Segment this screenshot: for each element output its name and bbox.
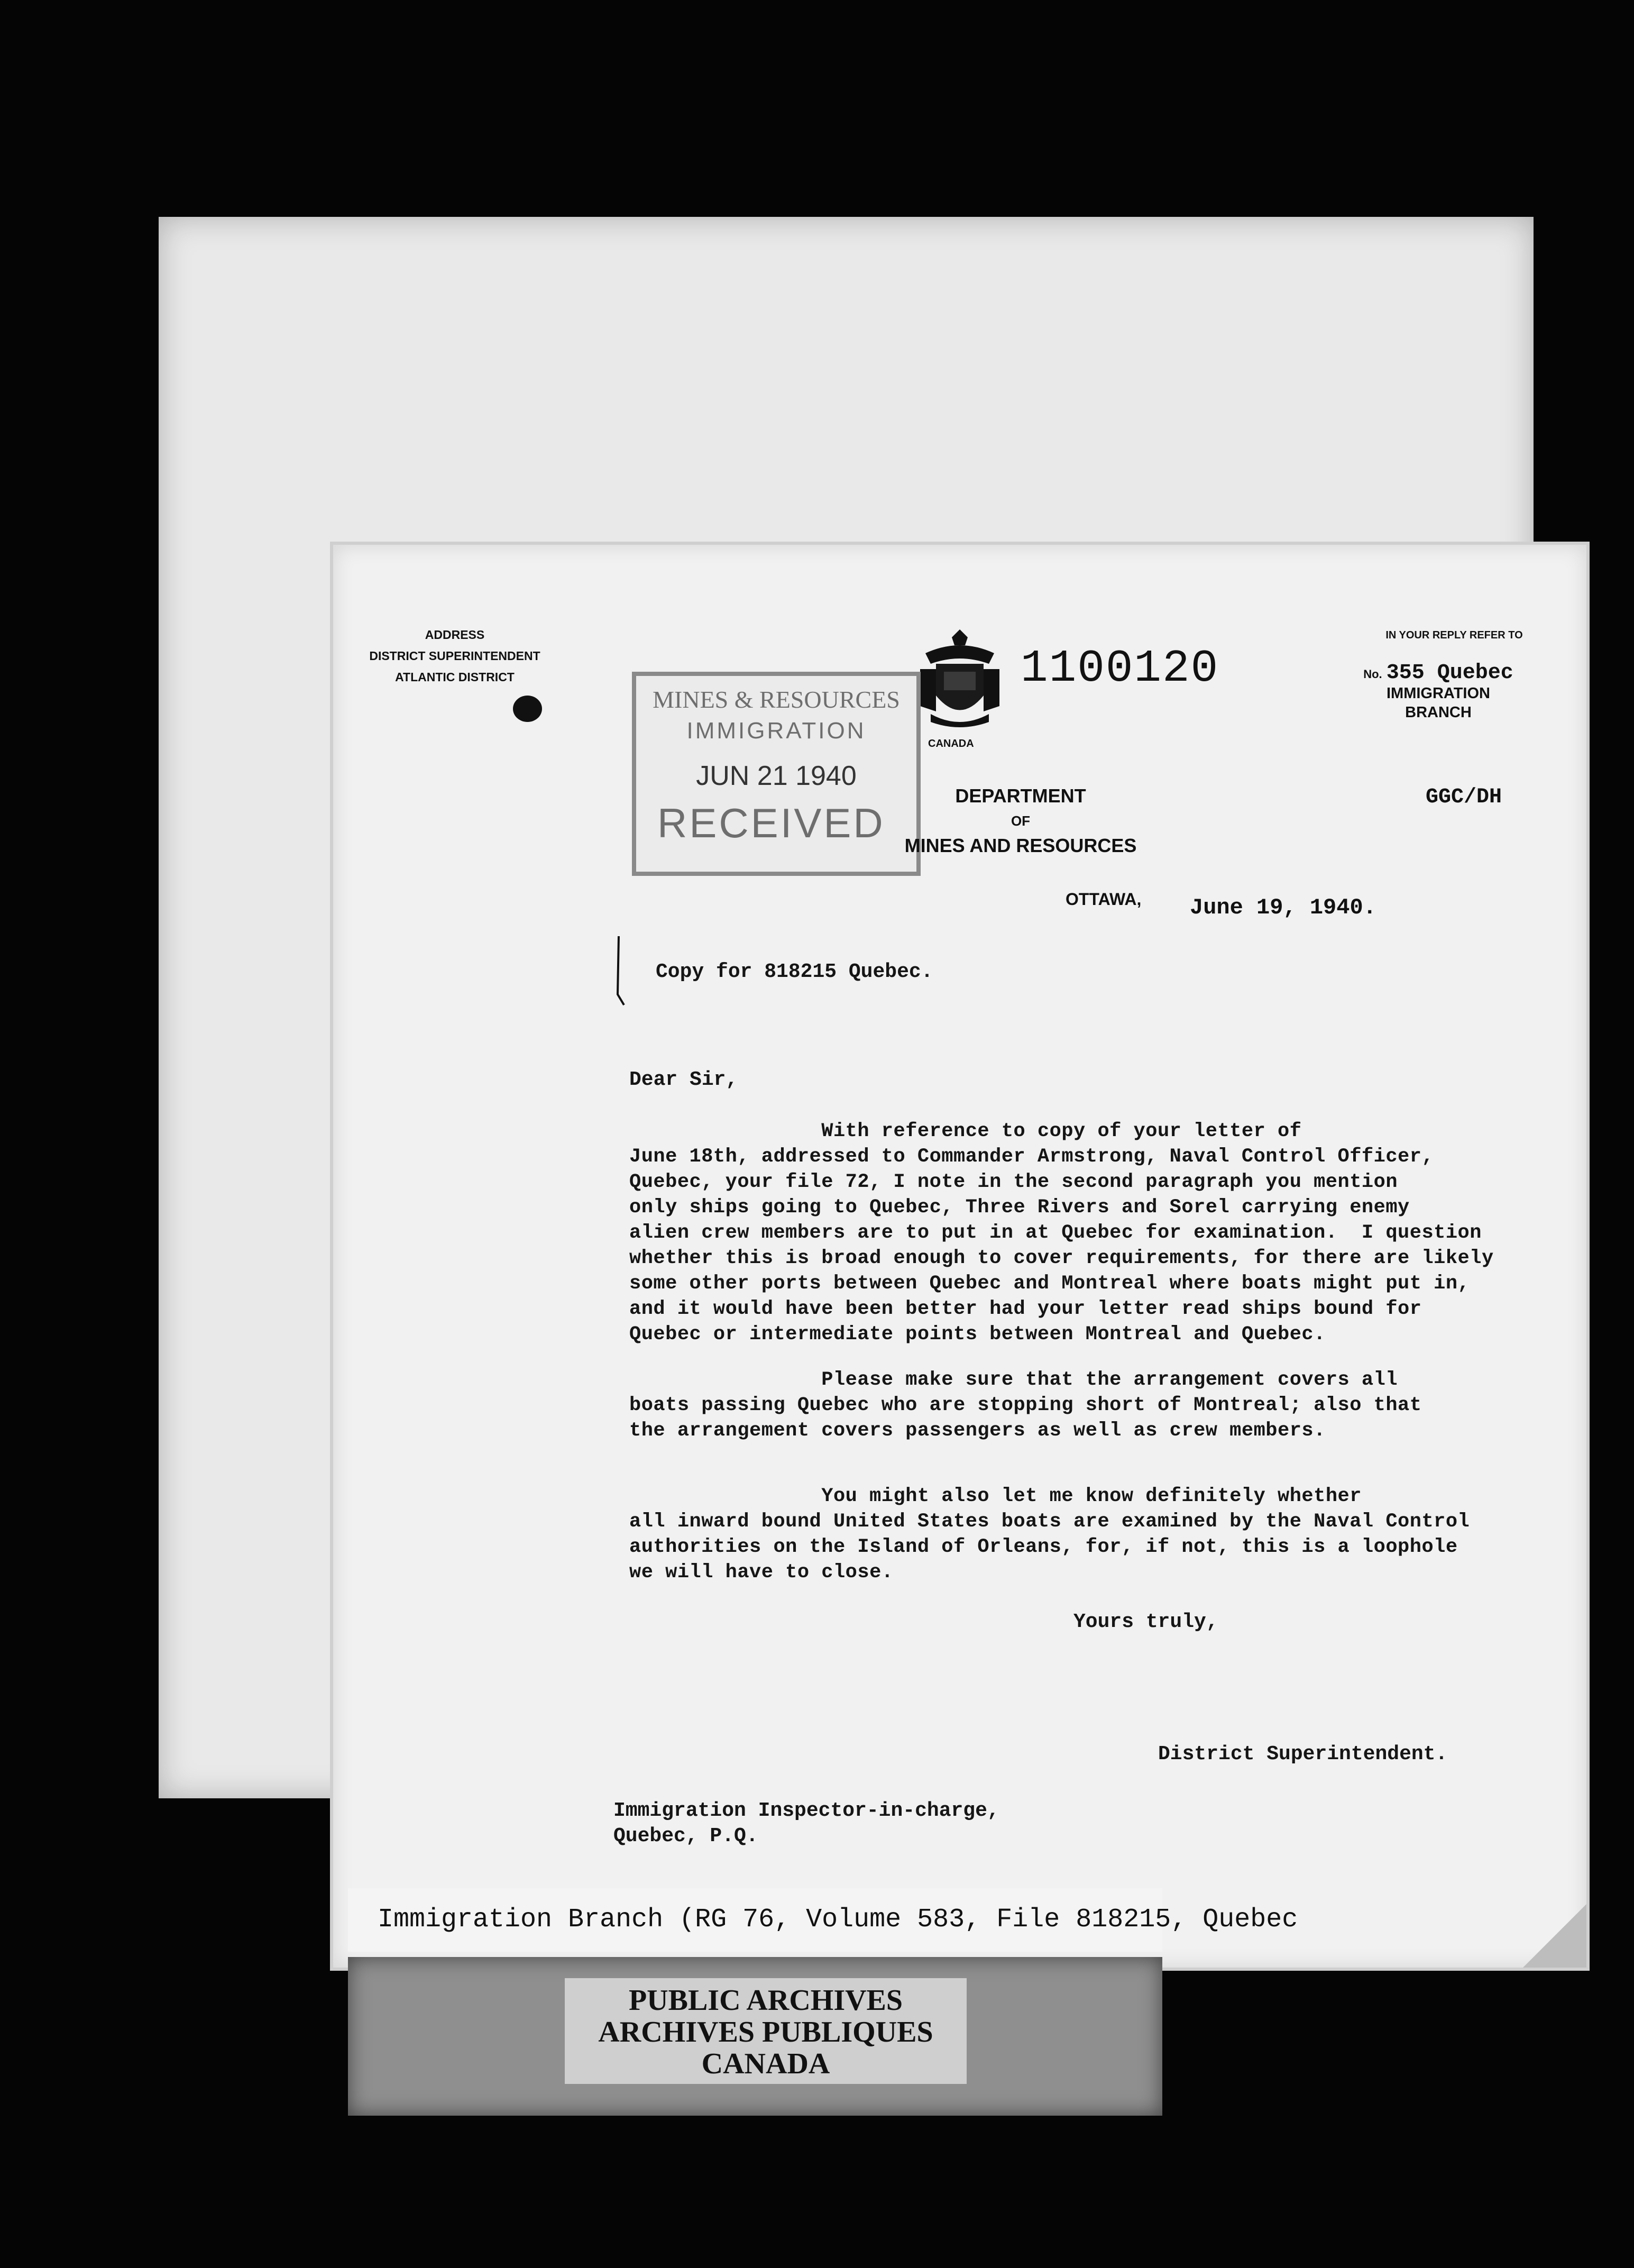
copy-note: Copy for 818215 Quebec. [656,961,933,983]
canada-label: CANADA [928,738,974,749]
serial-number: 1100120 [1021,643,1219,694]
letter-date: June 19, 1940. [1190,895,1376,920]
reply-no-prefix: No. [1363,667,1382,681]
paragraph-1: With reference to copy of your letter of June 18th, addressed to Commander Armstrong, Naval Control Officer, Quebec, your file 72, I note in the second paragraph you mention only ships going to Quebec, Three Rivers and Sorel carrying enemy alien crew members are to put in at Quebec for examination. I question whether this is broad enough to cover requirements, for there are likely some other ports between Quebec and Montreal where boats might put in, and it would have been better had your letter read ships bound for Quebec or intermediate points between Montreal and Quebec. [629,1120,1494,1346]
reply-branch-line-2: BRANCH [1405,704,1472,721]
archive-caption: Immigration Branch (RG 76, Volume 583, File 818215, Quebec [348,1888,1162,1952]
paper-sheet [159,217,1534,1848]
address-line-2: ATLANTIC DISTRICT [395,670,515,684]
reply-branch-line-1: IMMIGRATION [1387,685,1490,702]
reply-block [1343,661,1534,722]
salutation: Dear Sir, [629,1068,738,1091]
address-block [333,624,576,688]
addressee-line-2: Quebec, P.Q. [613,1825,758,1848]
signature-title: District Superintendent. [1158,1743,1448,1766]
department-block [888,783,1153,859]
coat-of-arms-icon [915,627,1005,733]
stamp-date: JUN 21 1940 [696,761,857,791]
archives-label-line-3: CANADA [701,2047,830,2080]
archives-label [565,1978,967,2084]
paragraph-3: You might also let me know definitely whether all inward bound United States boats are examined by the Naval Control authorities on the Island of Orleans, for, if not, this is a loophole we will have to close. [629,1485,1470,1584]
address-label: ADDRESS [425,628,485,642]
reference-initials: GGC/DH [1425,785,1502,809]
letter-page [333,545,1586,1968]
city: OTTAWA, [1066,890,1142,909]
department-line-1: DEPARTMENT [955,785,1086,807]
addressee-line-1: Immigration Inspector-in-charge, [613,1799,999,1822]
department-line-3: MINES AND RESOURCES [904,835,1137,856]
archives-label-line-2: ARCHIVES PUBLIQUES [598,2016,933,2048]
stamp-line-1: MINES & RESOURCES [653,686,900,713]
ink-blot [513,696,542,722]
address-line-1: DISTRICT SUPERINTENDENT [369,649,540,663]
reply-label: IN YOUR REPLY REFER TO [1385,629,1523,641]
addressee [613,1798,999,1849]
stamp-received: RECEIVED [657,800,885,846]
reply-file-number: 355 Quebec [1386,661,1513,685]
closing: Yours truly, [1073,1611,1218,1633]
paragraph-2: Please make sure that the arrangement covers all boats passing Quebec who are stopping short of Montreal; also that the arrangement covers passengers as well as crew members. [629,1369,1422,1442]
archives-band [348,1957,1162,2116]
department-line-2: OF [1011,813,1031,829]
stamp-line-2: IMMIGRATION [686,718,866,744]
received-stamp [632,672,921,876]
page-corner [1523,1904,1586,1968]
checkmark-icon [608,934,629,1008]
archives-label-line-1: PUBLIC ARCHIVES [628,1984,903,2017]
